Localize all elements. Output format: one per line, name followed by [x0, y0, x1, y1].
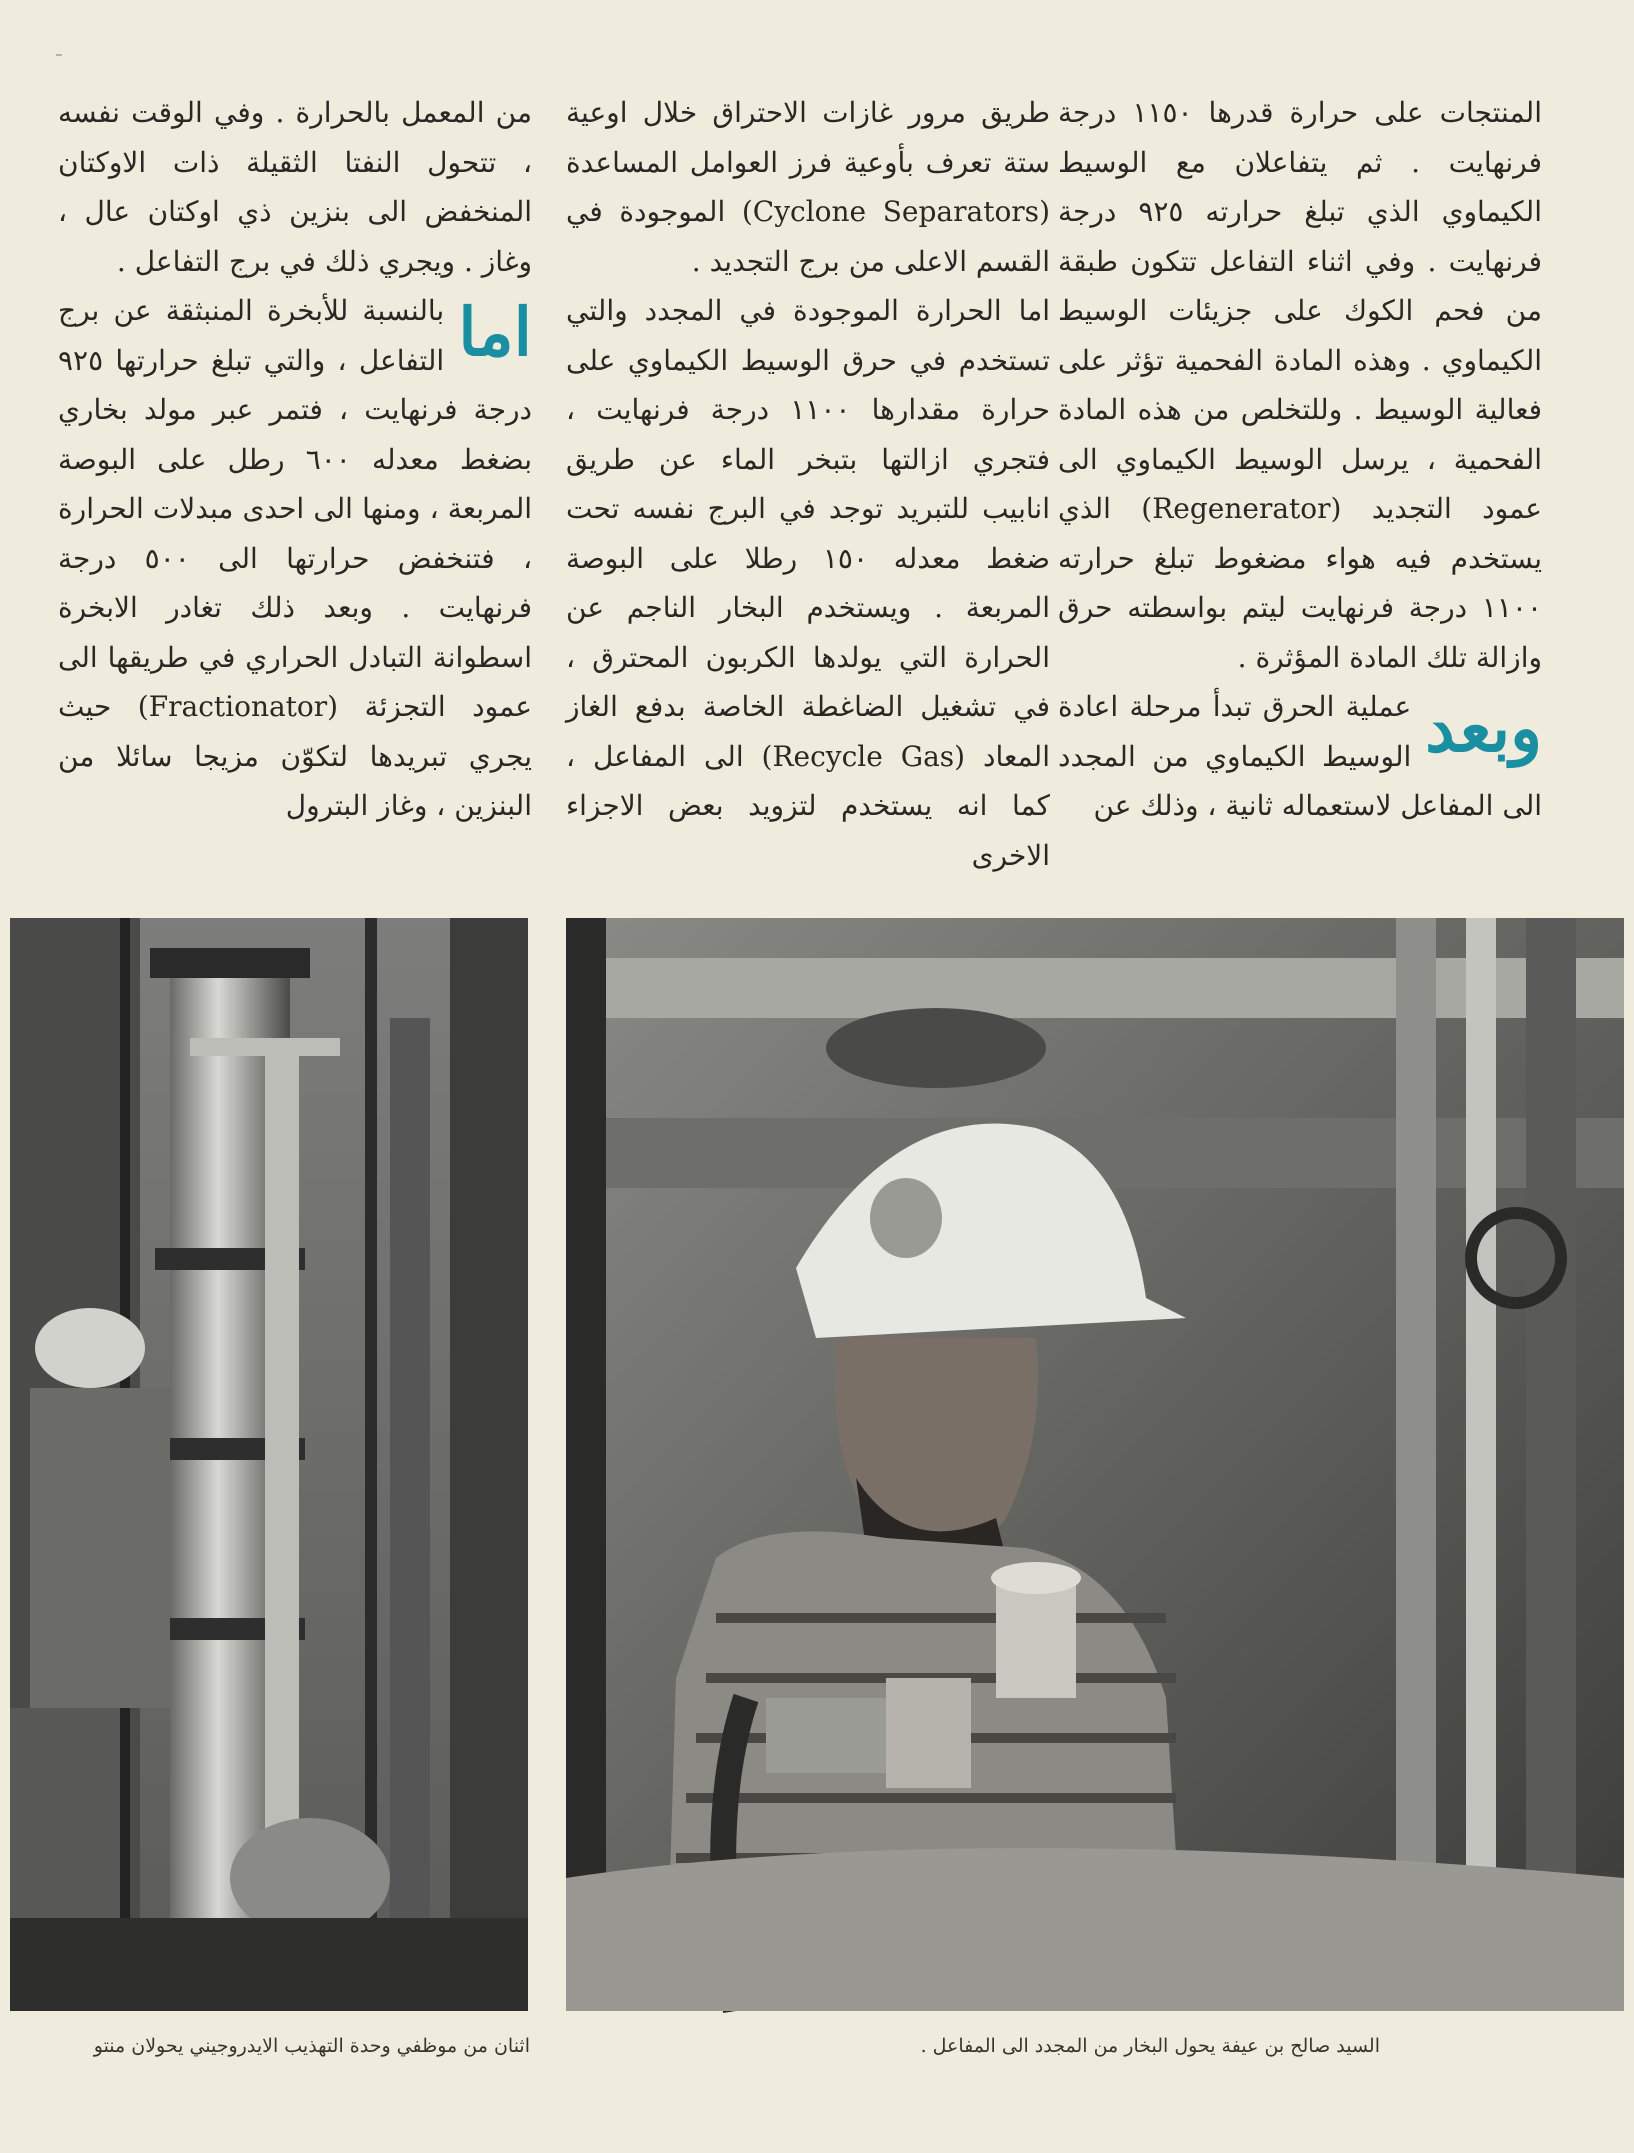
photo-worker-portrait	[566, 918, 1624, 2011]
article-paragraph: اما الحرارة الموجودة في المجدد والتي تستخدم في حرق الوسيط الكيماوي على حرارة مقدارها ١١٠٠ درجة فرنهايت ، فتجري ازالتها بتبخر الماء عن طريق انابيب للتبريد توجد في البرج نفسه تحت ضغط معدله ١٥٠ رطلا على البوصة المربعة . ويستخدم البخار الناجم عن الحرارة التي يولدها الكربون المحترق ، في تشغيل الضاغطة الخاصة بدفع الغاز المعاد (Recycle Gas) الى المفاعل ، كما انه يستخدم لتزويد بعض الاجزاء الاخرى	[566, 294, 1050, 872]
photo-caption-left: اثنان من موظفي وحدة التهذيب الايدروجيني يحولان منتو	[93, 2035, 530, 2057]
refinery-tower-image	[10, 918, 528, 2011]
page-mark	[56, 54, 62, 56]
photo-caption-right: السيد صالح بن عيفة يحول البخار من المجدد الى المفاعل .	[920, 2035, 1380, 2057]
article-column-middle	[566, 88, 1050, 872]
article-paragraph: طريق مرور غازات الاحتراق خلال اوعية ستة تعرف بأوعية فرز العوامل المساعدة (Cyclone Separators) الموجودة في القسم الاعلى من برج التجديد .	[566, 96, 1050, 278]
paragraph-text: بالنسبة للأبخرة المنبثقة عن برج التفاعل ، والتي تبلغ حرارتها ٩٢٥ درجة فرنهايت ، فتمر عبر مولد بخاري بضغط معدله ٦٠٠ رطل على البوصة المربعة ، ومنها الى احدى مبدلات الحرارة ، فتنخفض حرارتها الى ٥٠٠ درجة فرنهايت . وبعد ذلك تغادر الابخرة اسطوانة التبادل الحراري في طريقها الى عمود التجزئة (Fractionator) حيث يجري تبريدها لتكوّن مزيجا سائلا من البنزين ، وغاز البترول	[58, 294, 533, 822]
article-column-right	[1058, 88, 1542, 833]
drop-cap: وبعد	[1425, 689, 1542, 767]
paragraph-text: عملية الحرق تبدأ مرحلة اعادة الوسيط الكيماوي من المجدد الى المفاعل لاستعماله ثانية ، وذلك عن	[1058, 690, 1542, 822]
article-paragraph: المنتجات على حرارة قدرها ١١٥٠ درجة فرنهايت . ثم يتفاعلان مع الوسيط الكيماوي الذي تبلغ حرارته ٩٢٥ درجة فرنهايت . وفي اثناء التفاعل تتكون طبقة من فحم الكوك على جزيئات الوسيط الكيماوي . وهذه المادة الفحمية تؤثر على فعالية الوسيط . وللتخلص من هذه المادة الفحمية ، يرسل الوسيط الكيماوي الى عمود التجديد (Regenerator) الذي يستخدم فيه هواء مضغوط تبلغ حرارته ١١٠٠ درجة فرنهايت ليتم بواسطته حرق وازالة تلك المادة المؤثرة .	[1058, 96, 1543, 674]
drop-cap: اما	[458, 293, 532, 371]
article-paragraph	[1058, 682, 1542, 831]
article-paragraph	[58, 286, 532, 831]
photo-refinery-tower	[10, 918, 528, 2011]
article-column-left	[58, 88, 532, 833]
article-paragraph: من المعمل بالحرارة . وفي الوقت نفسه ، تتحول النفتا الثقيلة ذات الاوكتان المنخفض الى بنزين ذي اوكتان عال ، وغاز . ويجري ذلك في برج التفاعل .	[58, 96, 532, 278]
worker-portrait-image	[566, 918, 1624, 2011]
